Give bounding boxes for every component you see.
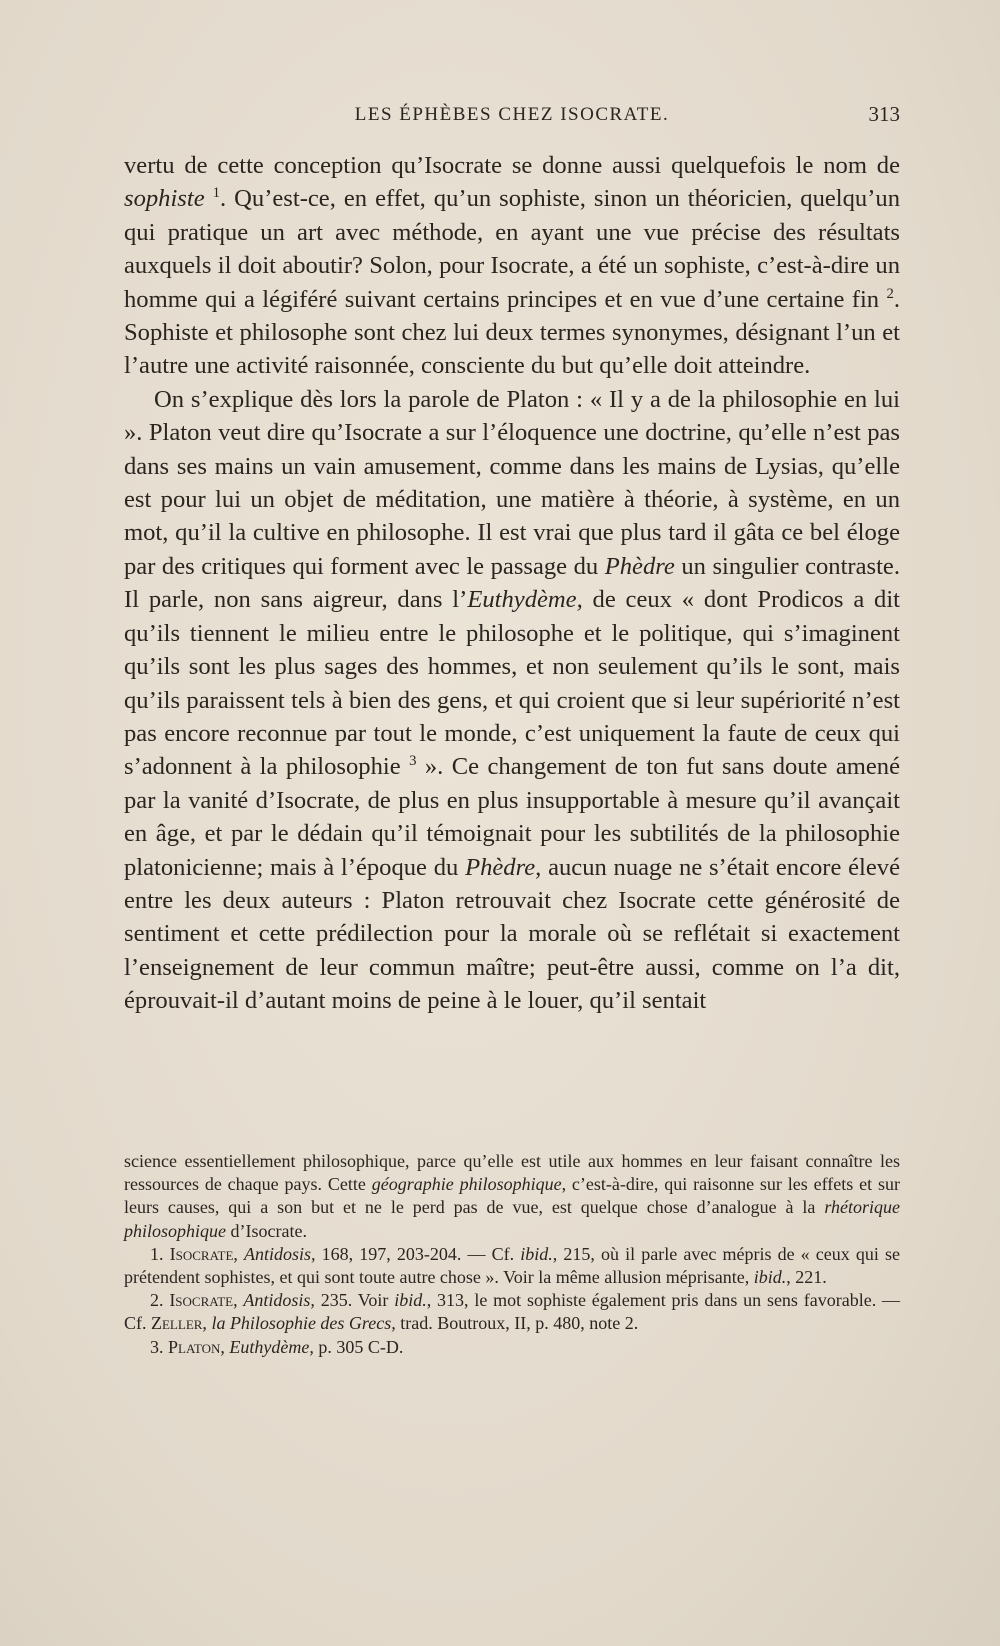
- text-segment: , 313, le mot sophiste également pris dans un sens favorable. — Cf.: [124, 1290, 901, 1334]
- text-segment: d’Isocrate.: [226, 1220, 307, 1241]
- footnote-ref: 2: [886, 285, 894, 302]
- italic-title: Phèdre,: [465, 853, 542, 881]
- text-segment: ». Ce changement de ton fut sans doute amené par la vanité d’Isocrate, de plus en plus insupportable à mesure qu’il avançait en âge, et par le dédain qu’il témoignait pour les subtilités de la philosophie platonicienne; mais à l’époque du: [124, 753, 901, 881]
- work-title: Antidosis,: [243, 1290, 315, 1311]
- footnote-continuation: [124, 1150, 900, 1243]
- text-segment: . Sophiste et philosophe sont chez lui deux termes synonymes, désignant l’un et l’autre une activité raisonnée, consciente du but qu’elle doit atteindre.: [124, 285, 900, 380]
- text-segment: p. 305 C-D.: [313, 1336, 404, 1357]
- main-text: [124, 149, 900, 1018]
- author-name: Isocrate,: [169, 1290, 238, 1311]
- italic-term: rhétorique philosophique: [124, 1197, 900, 1241]
- italic-title: Euthydème,: [467, 586, 583, 614]
- text-segment: , c’est-à-dire, qui raisonne sur les effets et sur leurs causes, qui a son but et ne le perd pas de vue, est quelque chose d’analogue à la: [124, 1174, 900, 1218]
- footnotes: [124, 1150, 900, 1359]
- work-title: Antidosis,: [244, 1243, 316, 1264]
- footnote-ref: 3: [409, 753, 417, 770]
- author-name: Platon,: [168, 1336, 225, 1357]
- author-name: Isocrate,: [169, 1243, 238, 1264]
- page-number: 313: [868, 102, 900, 126]
- italic-title: Phèdre: [604, 552, 675, 580]
- text-segment: de ceux « dont Prodicos a dit qu’ils tiennent le milieu entre le philosophe et le politique, qui s’imaginent qu’ils sont les plus sages des hommes, et non seulement qu’ils le sont, mais qu’ils paraissent tels à bien des gens, et qui croient que si leur supériorité n’est pas encore reconnue par tout le monde, c’est uniquement la faute de ceux qui s’adonnent à la philosophie: [124, 586, 900, 781]
- work-title: la Philosophie des Grecs,: [211, 1313, 396, 1334]
- text-segment: . Qu’est-ce, en effet, qu’un sophiste, sinon un théoricien, quelqu’un qui pratique un art avec méthode, en ayant une vue précise des résultats auxquels il doit aboutir? Solon, pour Isocrate, a été un sophiste, c’est-à-dire un homme qui a légiféré suivant certains principes et en vue d’une certaine fin: [124, 185, 900, 313]
- text-segment: science essentiellement philosophique, parce qu’elle est utile aux hommes en leur faisant connaître les ressources de chaque pays. Cette: [124, 1151, 900, 1195]
- footnote-1: [124, 1243, 900, 1289]
- work-title: Euthydème,: [229, 1336, 314, 1357]
- footnote-ref: 1: [212, 185, 220, 202]
- footnote-2: [124, 1289, 900, 1335]
- text-segment: , 221.: [786, 1267, 827, 1288]
- text-segment: , 215, où il parle avec mépris de « ceux qui se prétendent sophistes, et qui sont toute autre chose ». Voir la même allusion méprisante,: [124, 1243, 901, 1288]
- text-segment: trad. Boutroux, II, p. 480, note 2.: [395, 1313, 639, 1334]
- text-segment: 168, 197, 203-204. — Cf.: [315, 1243, 521, 1264]
- text-segment: On s’explique dès lors la parole de Platon : « Il y a de la philosophie en lui ». Platon veut dire qu’Isocrate a sur l’éloquence une doctrine, qu’elle n’est pas dans ses mains un vain amusement, comme dans les mains de Lysias, qu’elle est pour lui un objet de méditation, une matière à théorie, à système, en un mot, qu’il la cultive en philosophe. Il est vrai que plus tard il gâta ce bel éloge par des critiques qui forment avec le passage du: [124, 385, 900, 580]
- footnote-number: 3.: [150, 1336, 168, 1357]
- italic-term: sophiste: [124, 185, 205, 213]
- paragraph-1: [124, 149, 900, 383]
- text-segment: aucun nuage ne s’était encore élevé entre les deux auteurs : Platon retrouvait chez Isocrate cette générosité de sentiment et cette prédilection pour la morale où se reflétait si exactement l’enseignement de leur commun maître; peut-être aussi, comme on l’a dit, éprouvait-il d’autant moins de peine à le louer, qu’il sentait: [124, 853, 900, 1015]
- text-segment: 235. Voir: [314, 1290, 395, 1311]
- author-name: Zeller,: [151, 1313, 207, 1334]
- italic-abbrev: ibid.: [753, 1267, 787, 1288]
- italic-term: géographie philosophique: [371, 1174, 562, 1195]
- text-segment: vertu de cette conception qu’Isocrate se donne aussi quelquefois le nom de: [124, 152, 900, 179]
- footnote-number: 1.: [150, 1243, 170, 1264]
- italic-abbrev: ibid.: [394, 1290, 427, 1311]
- footnote-number: 2.: [150, 1290, 170, 1311]
- paragraph-2: [124, 383, 900, 1018]
- italic-abbrev: ibid.: [520, 1243, 553, 1264]
- text-segment: un singulier contraste. Il parle, non sans aigreur, dans l’: [124, 552, 900, 614]
- running-head: [124, 104, 900, 134]
- running-title: LES ÉPHÈBES CHEZ ISOCRATE.: [354, 104, 670, 125]
- footnote-3: [124, 1336, 900, 1359]
